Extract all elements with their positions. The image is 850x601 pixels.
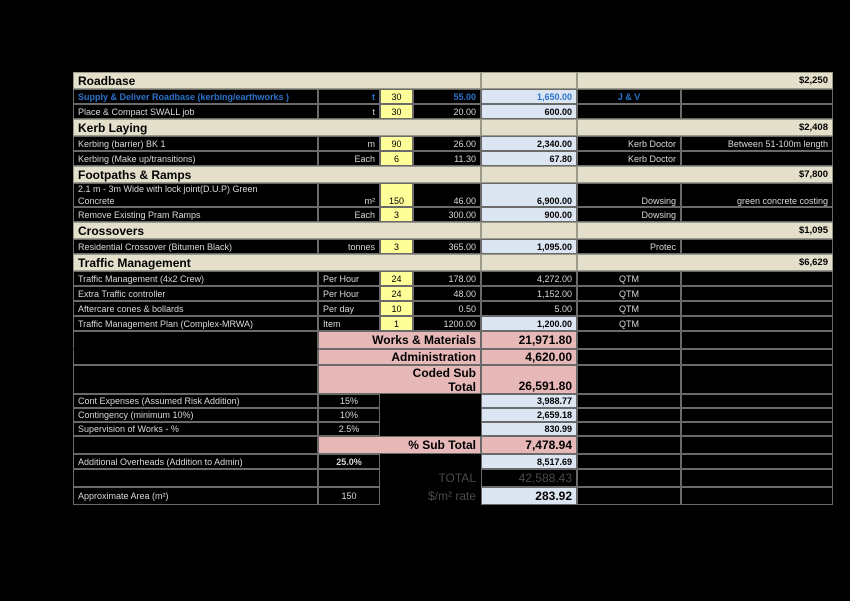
item-qty[interactable]: 90 — [380, 136, 413, 151]
item-unit[interactable]: Each — [318, 151, 380, 166]
item-rate[interactable]: 55.00 — [413, 89, 481, 104]
contract-expenses-value[interactable]: 3,988.77 — [481, 394, 577, 408]
table-row — [73, 183, 833, 207]
contingency-pct[interactable]: 10% — [318, 408, 380, 422]
table-row — [73, 316, 833, 331]
works-materials-label: Works & Materials — [318, 331, 481, 349]
pct-sub-total-value[interactable]: 7,478.94 — [481, 436, 577, 454]
summary-contract-row — [73, 394, 833, 408]
item-qty[interactable]: 3 — [380, 207, 413, 222]
item-desc[interactable]: Residential Crossover (Bitumen Black) — [73, 239, 318, 254]
section-header-traffic — [73, 254, 833, 271]
section-title: Roadbase — [73, 72, 481, 89]
item-supplier[interactable]: Protec — [577, 239, 681, 254]
section-total: $2,250 — [577, 72, 833, 89]
item-desc[interactable]: Kerbing (Make up/transitions) — [73, 151, 318, 166]
item-note[interactable]: green concrete costing — [681, 183, 833, 207]
item-desc[interactable]: Supply & Deliver Roadbase (kerbing/earthworks ) — [73, 89, 318, 104]
coded-sub-total-value[interactable]: 26,591.80 — [481, 365, 577, 394]
item-amount[interactable]: 1,152.00 — [481, 286, 577, 301]
pct-sub-total-label: % Sub Total — [318, 436, 481, 454]
table-row — [73, 151, 833, 166]
coded-sub-total-label: Coded Sub Total — [318, 365, 481, 394]
item-unit[interactable]: m — [318, 136, 380, 151]
contract-expenses-label: Cont Expenses (Assumed Risk Addition) — [73, 394, 318, 408]
summary-works-row — [73, 331, 833, 349]
item-rate[interactable]: 0.50 — [413, 301, 481, 316]
item-unit[interactable]: Each — [318, 207, 380, 222]
table-row — [73, 207, 833, 222]
item-desc[interactable]: Kerbing (barrier) BK 1 — [73, 136, 318, 151]
item-desc-line1: 2.1 m - 3m Wide with lock joint(D.U.P) Green — [78, 184, 258, 194]
item-rate[interactable]: 26.00 — [413, 136, 481, 151]
item-qty[interactable]: 24 — [380, 286, 413, 301]
item-desc[interactable]: Remove Existing Pram Ramps — [73, 207, 318, 222]
item-supplier[interactable]: J & V — [577, 89, 681, 104]
area-value[interactable]: 150 — [318, 487, 380, 505]
section-total: $2,408 — [577, 119, 833, 136]
item-rate[interactable]: 48.00 — [413, 286, 481, 301]
table-row — [73, 136, 833, 151]
contingency-label: Contingency (minimum 10%) — [73, 408, 318, 422]
item-note[interactable] — [681, 239, 833, 254]
item-amount[interactable]: 1,200.00 — [481, 316, 577, 331]
item-rate[interactable]: 1200.00 — [413, 316, 481, 331]
summary-total-row — [73, 469, 833, 487]
item-unit[interactable]: m² — [318, 183, 380, 207]
item-qty[interactable]: 3 — [380, 239, 413, 254]
supervision-label: Supervision of Works - % — [73, 422, 318, 436]
item-amount[interactable]: 6,900.00 — [481, 183, 577, 207]
contract-expenses-pct[interactable]: 15% — [318, 394, 380, 408]
supervision-value[interactable]: 830.99 — [481, 422, 577, 436]
item-supplier[interactable]: QTM — [577, 301, 681, 316]
item-desc[interactable]: Aftercare cones & bollards — [73, 301, 318, 316]
item-note[interactable] — [681, 271, 833, 286]
item-desc[interactable]: Traffic Management (4x2 Crew) — [73, 271, 318, 286]
item-rate[interactable]: 46.00 — [413, 183, 481, 207]
total-label: TOTAL — [380, 469, 481, 487]
administration-value[interactable]: 4,620.00 — [481, 349, 577, 365]
rate-label: $/m² rate — [380, 487, 481, 505]
item-rate[interactable]: 11.30 — [413, 151, 481, 166]
item-supplier[interactable]: QTM — [577, 286, 681, 301]
item-desc[interactable] — [73, 183, 318, 207]
item-qty[interactable]: 1 — [380, 316, 413, 331]
summary-supervision-row — [73, 422, 833, 436]
table-row — [73, 104, 833, 119]
item-unit[interactable]: tonnes — [318, 239, 380, 254]
section-title: Footpaths & Ramps — [73, 166, 481, 183]
table-row — [73, 301, 833, 316]
item-unit[interactable]: t — [318, 89, 380, 104]
section-total: $6,629 — [577, 254, 833, 271]
item-amount[interactable]: 900.00 — [481, 207, 577, 222]
item-unit[interactable]: Per day — [318, 301, 380, 316]
item-qty[interactable]: 24 — [380, 271, 413, 286]
item-desc[interactable]: Extra Traffic controller — [73, 286, 318, 301]
item-amount[interactable]: 1,650.00 — [481, 89, 577, 104]
item-qty[interactable]: 10 — [380, 301, 413, 316]
item-amount[interactable]: 1,095.00 — [481, 239, 577, 254]
item-unit[interactable]: t — [318, 104, 380, 119]
contingency-value[interactable]: 2,659.18 — [481, 408, 577, 422]
item-note[interactable] — [681, 316, 833, 331]
area-label: Approximate Area (m²) — [73, 487, 318, 505]
item-note[interactable] — [681, 104, 833, 119]
item-qty[interactable]: 150 — [380, 183, 413, 207]
total-value[interactable]: 42,588.43 — [481, 469, 577, 487]
item-supplier[interactable]: QTM — [577, 316, 681, 331]
section-total: $1,095 — [577, 222, 833, 239]
item-supplier[interactable] — [577, 104, 681, 119]
item-qty[interactable]: 30 — [380, 104, 413, 119]
item-desc-line2: Concrete — [78, 196, 115, 206]
item-unit[interactable]: Per Hour — [318, 271, 380, 286]
section-title: Crossovers — [73, 222, 481, 239]
item-note[interactable] — [681, 301, 833, 316]
section-title: Traffic Management — [73, 254, 481, 271]
summary-coded-row — [73, 365, 833, 394]
item-note[interactable] — [681, 151, 833, 166]
item-amount[interactable]: 4,272.00 — [481, 271, 577, 286]
item-rate[interactable]: 20.00 — [413, 104, 481, 119]
item-rate[interactable]: 365.00 — [413, 239, 481, 254]
overheads-value[interactable]: 8,517.69 — [481, 454, 577, 469]
section-header-crossovers — [73, 222, 833, 239]
item-desc[interactable]: Traffic Management Plan (Complex-MRWA) — [73, 316, 318, 331]
item-qty[interactable]: 6 — [380, 151, 413, 166]
item-qty[interactable]: 30 — [380, 89, 413, 104]
item-rate[interactable]: 178.00 — [413, 271, 481, 286]
summary-overheads-row — [73, 454, 833, 469]
item-amount[interactable]: 67.80 — [481, 151, 577, 166]
item-unit[interactable]: Per Hour — [318, 286, 380, 301]
section-total: $7,800 — [577, 166, 833, 183]
table-row — [73, 89, 833, 104]
item-note[interactable] — [681, 89, 833, 104]
section-title: Kerb Laying — [73, 119, 481, 136]
section-header-kerb-laying — [73, 119, 833, 136]
item-supplier[interactable]: Dowsing — [577, 207, 681, 222]
item-supplier[interactable]: Kerb Doctor — [577, 136, 681, 151]
table-row — [73, 239, 833, 254]
item-note[interactable] — [681, 207, 833, 222]
summary-admin-row — [73, 349, 833, 365]
item-supplier[interactable]: Kerb Doctor — [577, 151, 681, 166]
item-supplier[interactable]: Dowsing — [577, 183, 681, 207]
summary-pct-sub-row — [73, 436, 833, 454]
item-amount[interactable]: 5.00 — [481, 301, 577, 316]
item-rate[interactable]: 300.00 — [413, 207, 481, 222]
item-amount[interactable]: 600.00 — [481, 104, 577, 119]
rate-value[interactable]: 283.92 — [481, 487, 577, 505]
item-note[interactable]: Between 51-100m length — [681, 136, 833, 151]
table-row — [73, 286, 833, 301]
supervision-pct[interactable]: 2.5% — [318, 422, 380, 436]
item-desc[interactable]: Place & Compact SWALL job — [73, 104, 318, 119]
summary-area-row — [73, 487, 833, 505]
summary-contingency-row — [73, 408, 833, 422]
section-header-footpaths — [73, 166, 833, 183]
overheads-pct[interactable]: 25.0% — [318, 454, 380, 469]
table-row — [73, 271, 833, 286]
item-unit[interactable]: Item — [318, 316, 380, 331]
item-amount[interactable]: 2,340.00 — [481, 136, 577, 151]
section-header-roadbase — [73, 72, 833, 89]
item-note[interactable] — [681, 286, 833, 301]
overheads-label: Additional Overheads (Addition to Admin) — [73, 454, 318, 469]
item-supplier[interactable]: QTM — [577, 271, 681, 286]
works-materials-value[interactable]: 21,971.80 — [481, 331, 577, 349]
administration-label: Administration — [318, 349, 481, 365]
